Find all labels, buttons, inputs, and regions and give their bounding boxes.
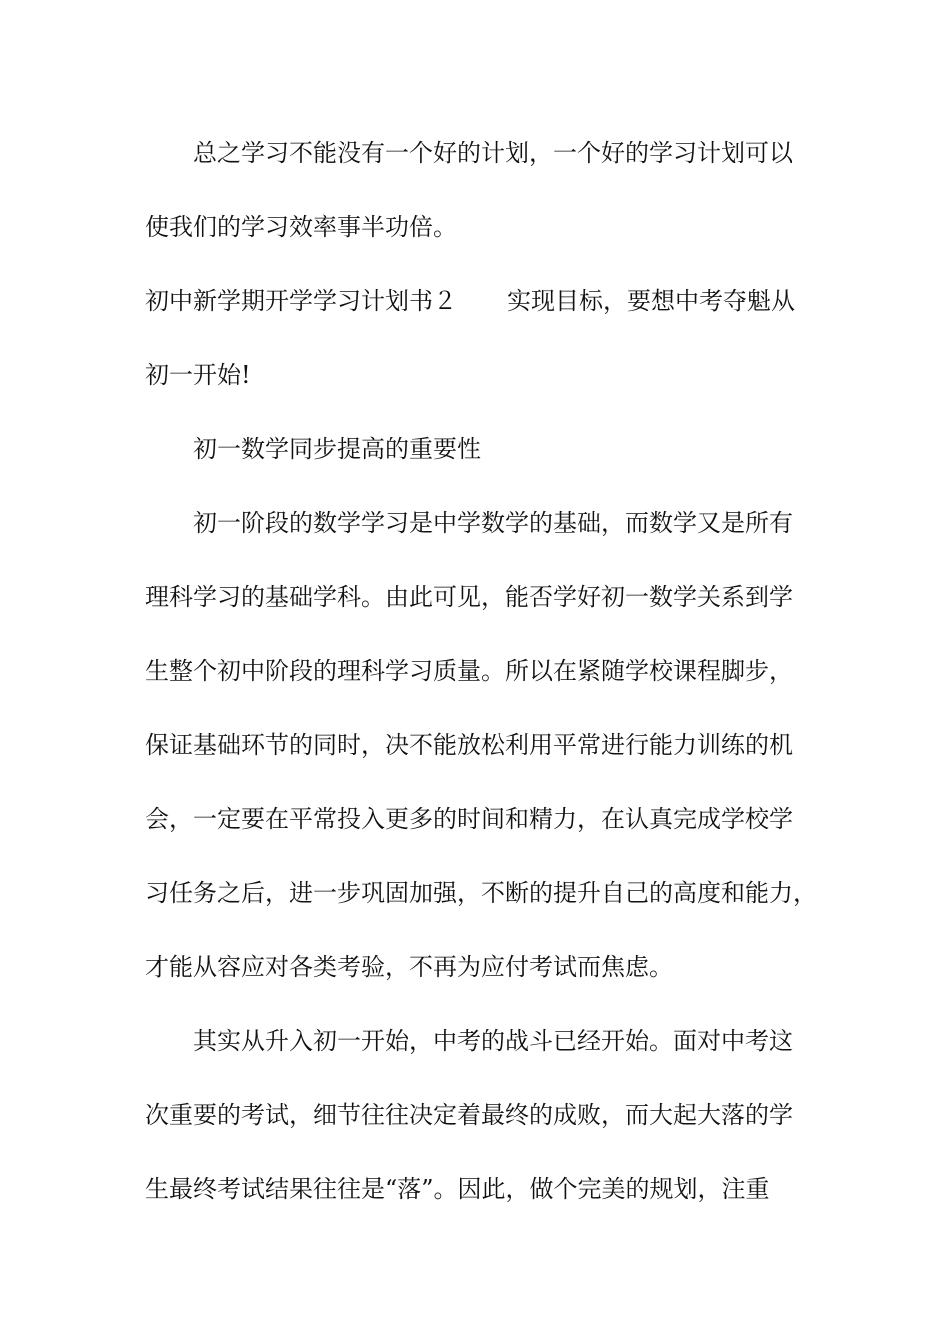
paragraph-line: 保证基础环节的同时，决不能放松利用平常进行能力训练的机 [145, 731, 793, 759]
paragraph-line: 生整个初中阶段的理科学习质量。所以在紧随学校课程脚步， [145, 657, 793, 685]
section-heading: 初中新学期开学学习计划书２ [145, 287, 457, 315]
paragraph-line: 才能从容应对各类考验，不再为应付考试而焦虑。 [145, 953, 673, 981]
paragraph-line: 生最终考试结果往往是“落”。因此，做个完美的规划，注重 [145, 1175, 770, 1203]
paragraph-line: 其实从升入初一开始，中考的战斗已经开始。面对中考这 [193, 1027, 793, 1055]
paragraph-line: 习任务之后，进一步巩固加强，不断的提升自己的高度和能力， [145, 879, 817, 907]
paragraph-line: 次重要的考试，细节往往决定着最终的成败，而大起大落的学 [145, 1101, 793, 1129]
paragraph-line: 总之学习不能没有一个好的计划，一个好的学习计划可以 [193, 139, 793, 167]
paragraph-line: 初一开始! [145, 361, 251, 389]
subheading: 初一数学同步提高的重要性 [193, 435, 481, 463]
paragraph-line: 会，一定要在平常投入更多的时间和精力，在认真完成学校学 [145, 805, 793, 833]
paragraph-line: 理科学习的基础学科。由此可见，能否学好初一数学关系到学 [145, 583, 793, 611]
section-heading-line [145, 286, 795, 316]
paragraph-line: 使我们的学习效率事半功倍。 [145, 213, 457, 241]
heading-continuation: 实现目标，要想中考夺魁从 [507, 287, 795, 315]
paragraph-line: 初一阶段的数学学习是中学数学的基础，而数学又是所有 [193, 509, 793, 537]
